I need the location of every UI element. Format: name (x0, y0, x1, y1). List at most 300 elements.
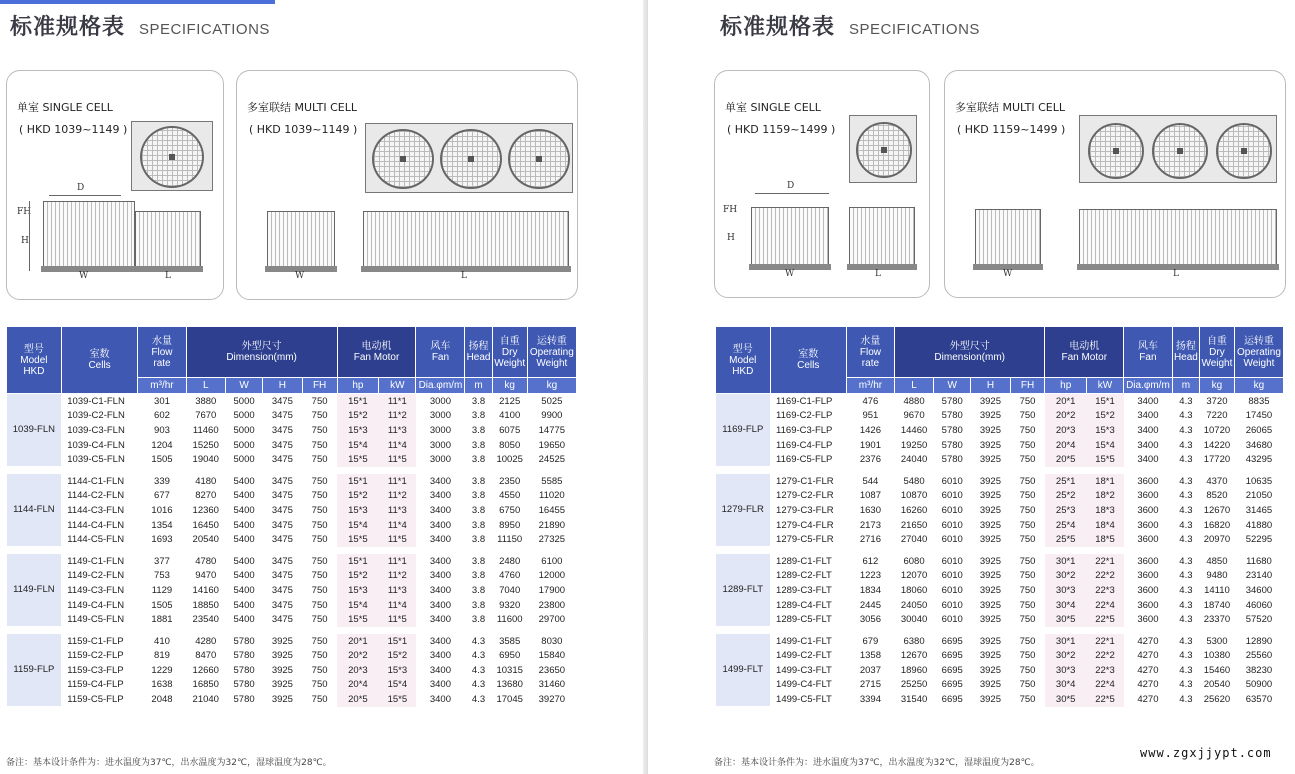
table-cell: 1159-C3-FLP (67, 664, 124, 676)
table-cell: 6010 (941, 519, 963, 531)
table-cell: 1505 (151, 454, 173, 466)
table-cell: 18060 (900, 584, 928, 596)
table-cell: 18*3 (1086, 503, 1123, 518)
table-cell: 3475 (271, 410, 293, 422)
table-cell: 3000 (429, 454, 451, 466)
table-cell: 15*2 (337, 409, 379, 424)
table-row (7, 583, 577, 598)
table-cell: 8030 (541, 635, 563, 647)
table-cell: 6695 (941, 635, 963, 647)
table-cell: 3925 (979, 475, 1001, 487)
table-cell: 3400 (1137, 395, 1159, 407)
table-cell: 6010 (941, 475, 963, 487)
table-row (7, 612, 577, 627)
operating-weight-header-line: Operating (529, 346, 574, 358)
table-cell: 3925 (979, 635, 1001, 647)
table-cell: 3925 (271, 694, 293, 706)
table-cell: 18*4 (1086, 518, 1123, 533)
table-row (716, 583, 1284, 598)
model-header-line: 型号 (23, 343, 44, 355)
table-cell: 750 (1019, 614, 1036, 626)
table-cell: 3.8 (471, 519, 486, 531)
table-cell: 20*3 (337, 663, 379, 678)
table-cell: 4180 (195, 475, 217, 487)
table-cell: 11*1 (379, 394, 416, 409)
table-cell: 15*1 (337, 474, 379, 489)
table-cell: 3400 (429, 555, 451, 567)
table-cell: 15*5 (337, 452, 379, 467)
table-cell: 3.8 (471, 584, 486, 596)
table-cell: 21050 (1245, 490, 1273, 502)
table-cell: 15*4 (1086, 438, 1123, 453)
fan-icon (1216, 123, 1272, 179)
table-cell: 1087 (859, 490, 881, 502)
group-model: 1499-FLT (716, 634, 771, 707)
table-cell: 4.3 (1179, 424, 1193, 436)
table-cell: 4.3 (1179, 490, 1193, 502)
table-row (7, 569, 577, 584)
table-cell: 25*5 (1045, 532, 1086, 547)
table-cell: 1505 (151, 599, 173, 611)
table-cell: 4760 (499, 570, 521, 582)
table-cell: 1149-C1-FLN (67, 555, 125, 567)
table-cell: 11*3 (379, 503, 416, 518)
table-row (7, 663, 577, 678)
table-cell: 4.3 (1179, 584, 1193, 596)
table-cell: 3925 (979, 439, 1001, 451)
table-cell: 38230 (1245, 664, 1273, 676)
table-cell: 4550 (499, 490, 521, 502)
table-cell: 6080 (903, 555, 925, 567)
table-cell: 11*4 (379, 518, 416, 533)
table-cell: 52295 (1245, 534, 1273, 546)
table-cell: 8520 (1206, 490, 1228, 502)
table-cell: 2715 (859, 679, 881, 691)
table-cell: 750 (311, 410, 328, 422)
table-cell: 46060 (1245, 599, 1273, 611)
unit-header: kg (1234, 378, 1283, 394)
table-cell: 30*4 (1045, 678, 1086, 693)
table-cell: 30*2 (1045, 649, 1086, 664)
table-cell: 22*5 (1086, 612, 1123, 627)
table-cell: 6380 (903, 635, 925, 647)
table-cell: 6100 (541, 555, 563, 567)
table-cell: 2125 (499, 395, 521, 407)
table-cell: 5400 (233, 504, 255, 516)
table-cell: 41880 (1245, 519, 1273, 531)
unit-header: L (186, 378, 225, 394)
table-row (716, 569, 1284, 584)
table-cell: 4.3 (471, 664, 486, 676)
flow-header (138, 327, 186, 378)
dim-w: W (785, 269, 795, 279)
table-cell: 750 (311, 679, 328, 691)
table-cell: 24050 (900, 599, 928, 611)
table-cell: 903 (154, 424, 170, 436)
operating-weight-header-line: Operating (1236, 346, 1281, 358)
table-cell: 3925 (979, 679, 1001, 691)
table-cell: 4.3 (1179, 694, 1193, 706)
table-cell: 8050 (499, 439, 521, 451)
table-cell: 31540 (900, 694, 928, 706)
table-cell: 3400 (429, 635, 451, 647)
table-cell: 612 (862, 555, 879, 567)
table-cell: 5780 (233, 650, 255, 662)
table-cell: 26065 (1245, 424, 1273, 436)
unit-header: m (1172, 378, 1199, 394)
table-cell: 22*4 (1086, 598, 1123, 613)
table-cell: 750 (1019, 570, 1036, 582)
table-cell: 476 (862, 395, 879, 407)
table-cell: 3000 (429, 395, 451, 407)
table-cell: 3585 (499, 635, 521, 647)
table-cell: 11600 (496, 614, 523, 626)
table-cell: 1039-C3-FLN (67, 424, 125, 436)
multi-cell-models: ( HKD 1039~1149 ) (249, 123, 358, 136)
table-cell: 602 (154, 410, 170, 422)
table-cell: 5000 (233, 454, 255, 466)
table-cell: 63570 (1245, 694, 1273, 706)
table-cell: 25*3 (1045, 503, 1086, 518)
table-cell: 3600 (1137, 519, 1159, 531)
table-cell: 4.3 (1179, 614, 1193, 626)
cells-header-line: 室数 (798, 349, 819, 360)
table-cell: 34680 (1245, 439, 1273, 451)
table-cell: 4.3 (1179, 570, 1193, 582)
head-header-line: Head (466, 352, 491, 363)
table-row (7, 532, 577, 547)
fan-motor-header-line: Fan Motor (1061, 352, 1108, 363)
page-title (720, 10, 980, 41)
unit-header: W (225, 378, 262, 394)
table-cell: 15*3 (337, 423, 379, 438)
table-cell: 3600 (1137, 570, 1159, 582)
title-en: SPECIFICATIONS (849, 21, 980, 38)
table-cell: 15*5 (337, 532, 379, 547)
table-cell: 410 (154, 635, 170, 647)
row-spacer (716, 627, 1284, 634)
cells-header-line: 室数 (89, 349, 110, 360)
table-cell: 3.8 (471, 534, 486, 546)
table-cell: 3925 (979, 504, 1001, 516)
table-cell: 4270 (1137, 650, 1159, 662)
table-row (7, 409, 577, 424)
table-cell: 301 (154, 395, 170, 407)
table-cell: 50900 (1245, 679, 1273, 691)
table-cell: 1169-C3-FLP (776, 424, 833, 436)
table-cell: 3600 (1137, 584, 1159, 596)
table-cell: 2376 (859, 454, 881, 466)
table-cell: 15*1 (379, 634, 416, 649)
table-cell: 12070 (900, 570, 928, 582)
table-cell: 1144-C4-FLN (67, 519, 125, 531)
table-row (716, 692, 1284, 707)
table-cell: 3400 (429, 599, 451, 611)
dim-h: H (727, 233, 735, 243)
table-cell: 1289-C1-FLT (776, 555, 832, 567)
table-cell: 3925 (979, 410, 1001, 422)
table-row (716, 409, 1284, 424)
table-row (716, 532, 1284, 547)
table-cell: 22*2 (1086, 649, 1123, 664)
table-row (7, 649, 577, 664)
table-cell: 4.3 (1179, 504, 1193, 516)
dimension-header-line: Dimension(mm) (934, 352, 1005, 363)
fan-icon (1152, 123, 1208, 179)
table-cell: 18*2 (1086, 489, 1123, 504)
table-cell: 750 (311, 650, 328, 662)
table-cell: 750 (1019, 454, 1036, 466)
table-cell: 3400 (429, 504, 451, 516)
table-cell: 1901 (859, 439, 881, 451)
table-cell: 750 (311, 395, 328, 407)
table-cell: 20970 (1203, 534, 1231, 546)
table-cell: 13680 (496, 679, 523, 691)
table-cell: 15840 (538, 650, 566, 662)
table-cell: 23650 (538, 664, 566, 676)
table-cell: 750 (1019, 395, 1036, 407)
table-cell: 3056 (859, 614, 881, 626)
table-cell: 6010 (941, 614, 963, 626)
table-cell: 1144-C1-FLN (67, 475, 125, 487)
table-cell: 750 (311, 490, 328, 502)
table-cell: 5400 (233, 614, 255, 626)
head-header-line: 扬程 (1175, 341, 1196, 352)
table-cell: 30*3 (1045, 583, 1086, 598)
cells-header (61, 327, 138, 394)
table-cell: 3925 (271, 635, 293, 647)
table-cell: 22*5 (1086, 692, 1123, 707)
model-header-line: Model (20, 354, 48, 366)
table-cell: 10720 (1203, 424, 1231, 436)
table-cell: 23800 (538, 599, 566, 611)
table-cell: 1159-C1-FLP (67, 635, 124, 647)
table-cell: 5780 (941, 454, 963, 466)
table-cell: 11*1 (379, 554, 416, 569)
table-cell: 3925 (979, 424, 1001, 436)
table-cell: 3475 (271, 519, 293, 531)
table-cell: 20*5 (337, 692, 379, 707)
group-model: 1289-FLT (716, 554, 771, 627)
table-row (7, 489, 577, 504)
dim-w: W (1003, 269, 1013, 279)
table-cell: 1169-C1-FLP (776, 395, 833, 407)
dry-weight-header (492, 327, 527, 378)
table-cell: 3475 (271, 454, 293, 466)
table-cell: 750 (311, 439, 328, 451)
table-cell: 21040 (192, 694, 219, 706)
table-row (7, 634, 577, 649)
table-cell: 1638 (151, 679, 173, 691)
table-cell: 1039-C2-FLN (67, 410, 125, 422)
table-cell: 750 (1019, 664, 1036, 676)
table-cell: 5585 (541, 475, 563, 487)
table-row (716, 452, 1284, 467)
table-row (716, 423, 1284, 438)
operating-weight-header (527, 327, 576, 378)
unit-header: Dia.φm/m (1124, 378, 1173, 394)
title-cn: 标准规格表 (10, 15, 126, 40)
table-cell: 11020 (538, 490, 565, 502)
table-cell: 750 (311, 599, 328, 611)
dim-l: L (165, 271, 171, 281)
footnote: 备注：基本设计条件为：进水温度为37℃，出水温度为32℃，湿球温度为28℃。 (714, 758, 1040, 768)
table-cell: 1159-C5-FLP (67, 694, 124, 706)
operating-weight-header (1234, 327, 1283, 378)
table-cell: 3475 (271, 395, 293, 407)
table-cell: 1499-C1-FLT (776, 635, 832, 647)
table-cell: 20540 (1203, 679, 1231, 691)
fan-motor-header (337, 327, 416, 378)
multi-cell-card (236, 70, 578, 300)
table-cell: 6010 (941, 490, 963, 502)
table-cell: 15*5 (1086, 452, 1123, 467)
table-cell: 11*4 (379, 598, 416, 613)
table-cell: 4.3 (1179, 555, 1193, 567)
table-cell: 1129 (151, 584, 173, 596)
footnote: 备注：基本设计条件为：进水温度为37℃，出水温度为32℃，湿球温度为28℃。 (6, 758, 332, 768)
table-cell: 6010 (941, 534, 963, 546)
table-cell: 12670 (900, 650, 928, 662)
table-cell: 3600 (1137, 475, 1159, 487)
table-cell: 5780 (941, 439, 963, 451)
table-cell: 750 (311, 454, 328, 466)
tower-side-view (267, 211, 335, 267)
table-cell: 1016 (151, 504, 173, 516)
unit-header: H (971, 378, 1010, 394)
table-cell: 5780 (941, 410, 963, 422)
table-cell: 3400 (429, 534, 451, 546)
table-cell: 30*4 (1045, 598, 1086, 613)
tower-side-view (43, 201, 135, 267)
table-row (7, 554, 577, 569)
table-cell: 339 (154, 475, 170, 487)
spec-table-right (715, 326, 1284, 708)
table-row (7, 474, 577, 489)
single-cell-card (6, 70, 224, 300)
table-cell: 5400 (233, 534, 255, 546)
table-cell: 7220 (1206, 410, 1228, 422)
table-cell: 750 (311, 635, 328, 647)
table-cell: 753 (154, 570, 170, 582)
unit-header: FH (302, 378, 337, 394)
table-cell: 3.8 (471, 395, 486, 407)
fan-header-line: 风车 (1137, 341, 1158, 352)
table-cell: 30*2 (1045, 569, 1086, 584)
table-cell: 22*3 (1086, 583, 1123, 598)
head-header (1172, 327, 1199, 378)
table-cell: 750 (311, 614, 328, 626)
table-cell: 1354 (151, 519, 173, 531)
table-cell: 750 (311, 475, 328, 487)
table-cell: 5780 (233, 635, 255, 647)
table-cell: 15*4 (379, 678, 416, 693)
table-cell: 10870 (900, 490, 928, 502)
table-cell: 6695 (941, 694, 963, 706)
flow-header-line: rate (861, 357, 880, 369)
group-model: 1144-FLN (7, 474, 62, 547)
table-cell: 6075 (499, 424, 521, 436)
table-cell: 18*5 (1086, 532, 1123, 547)
table-cell: 25*1 (1045, 474, 1086, 489)
table-cell: 3925 (979, 490, 1001, 502)
flow-header (846, 327, 894, 378)
table-cell: 3.8 (471, 490, 486, 502)
table-cell: 20*3 (1045, 423, 1086, 438)
table-cell: 5400 (233, 584, 255, 596)
table-cell: 3475 (271, 439, 293, 451)
table-row (7, 598, 577, 613)
table-cell: 16820 (1203, 519, 1231, 531)
table-row (716, 649, 1284, 664)
row-spacer (716, 467, 1284, 474)
table-cell: 11*5 (379, 532, 416, 547)
model-header-line: HKD (732, 365, 754, 377)
table-cell: 4.3 (1179, 519, 1193, 531)
dim-w: W (295, 271, 305, 281)
row-spacer (7, 547, 577, 554)
table-cell: 12890 (1245, 635, 1273, 647)
table-cell: 15*5 (337, 612, 379, 627)
table-cell: 16850 (192, 679, 219, 691)
table-cell: 10380 (1203, 650, 1231, 662)
table-cell: 3475 (271, 570, 293, 582)
table-row (716, 503, 1284, 518)
table-cell: 19250 (900, 439, 928, 451)
table-cell: 5000 (233, 439, 255, 451)
table-cell: 1144-C2-FLN (67, 490, 125, 502)
table-cell: 3925 (979, 599, 1001, 611)
table-cell: 30*3 (1045, 663, 1086, 678)
table-cell: 5780 (941, 395, 963, 407)
head-header (465, 327, 492, 378)
table-cell: 1204 (151, 439, 173, 451)
table-cell: 20*1 (337, 634, 379, 649)
table-cell: 20*5 (1045, 452, 1086, 467)
table-cell: 750 (1019, 475, 1036, 487)
table-cell: 17450 (1245, 410, 1273, 422)
flow-header-line: 水量 (860, 335, 881, 347)
table-cell: 15*1 (337, 394, 379, 409)
table-row (716, 634, 1284, 649)
table-cell: 1149-C4-FLN (67, 599, 125, 611)
fan-header-line: Fan (1139, 352, 1157, 363)
table-cell: 31460 (538, 679, 566, 691)
table-cell: 16450 (192, 519, 219, 531)
table-cell: 1159-C2-FLP (67, 650, 124, 662)
table-row (7, 692, 577, 707)
flow-header-line: 水量 (151, 335, 172, 347)
table-cell: 20*4 (337, 678, 379, 693)
table-cell: 3400 (429, 490, 451, 502)
table-cell: 17900 (538, 584, 566, 596)
table-cell: 1279-C1-FLR (776, 475, 834, 487)
operating-weight-header-line: 运转重 (1243, 335, 1274, 347)
table-cell: 3.8 (471, 570, 486, 582)
flow-header-line: rate (153, 357, 171, 369)
dim-l: L (875, 269, 881, 279)
table-cell: 750 (1019, 650, 1036, 662)
table-cell: 3.8 (471, 439, 486, 451)
table-cell: 15*2 (337, 569, 379, 584)
table-cell: 4.3 (1179, 650, 1193, 662)
table-cell: 750 (311, 584, 328, 596)
table-cell: 1223 (859, 570, 881, 582)
unit-header: hp (1045, 378, 1086, 394)
fan-header-line: Fan (431, 352, 450, 363)
table-cell: 3400 (429, 614, 451, 626)
row-spacer (716, 547, 1284, 554)
